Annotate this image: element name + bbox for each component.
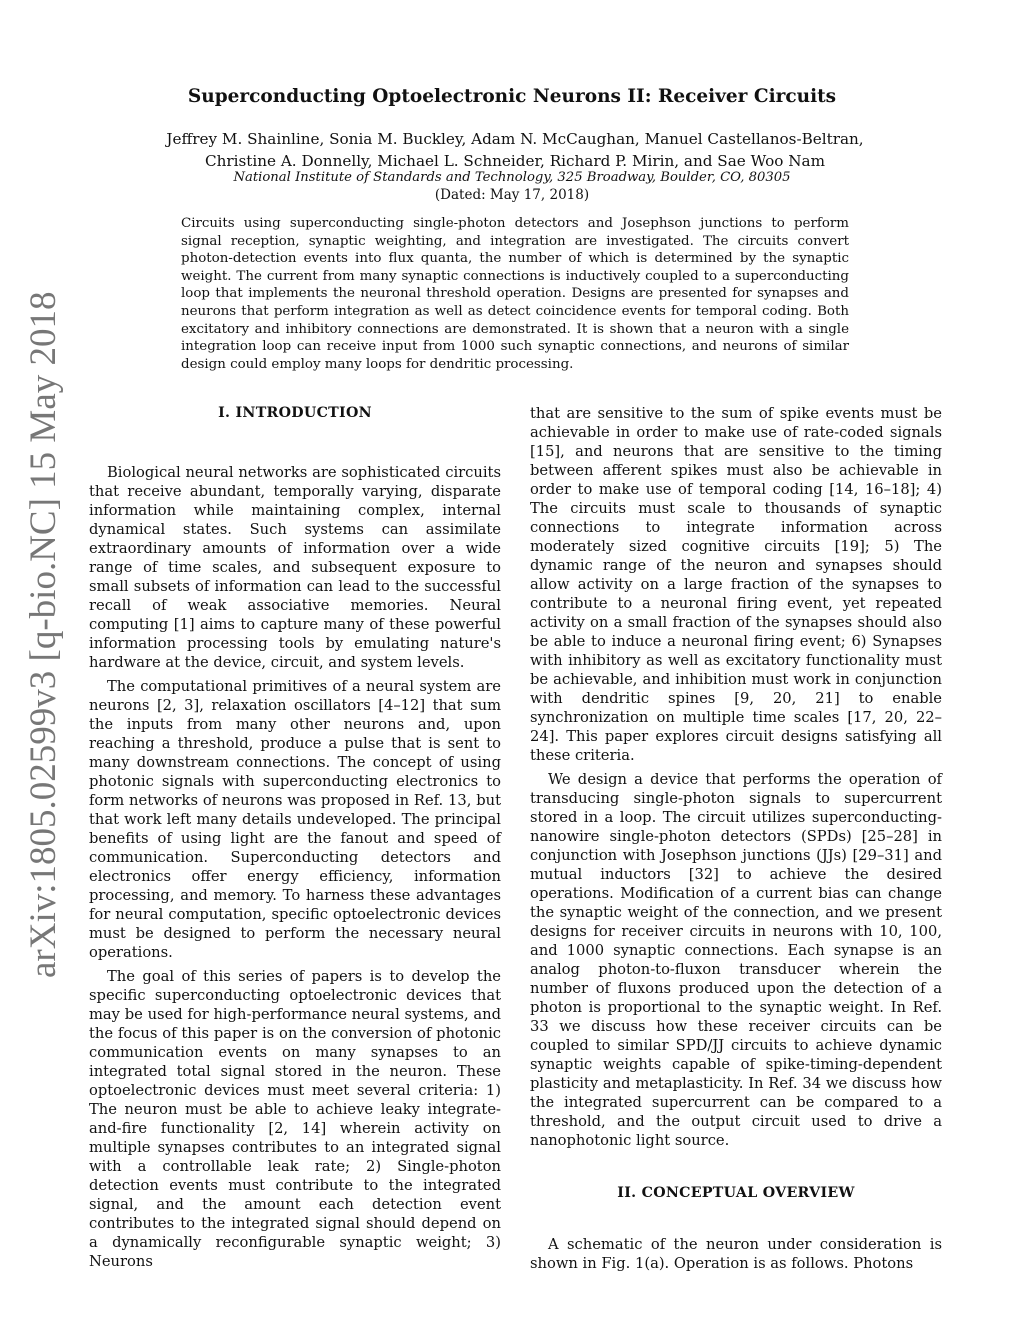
- date-line: (Dated: May 17, 2018): [434, 187, 590, 203]
- paragraph: Biological neural networks are sophisticated circuits that receive abundant, temporally varying, disparate information while maintaining complex, internal dynamical states. Such systems can assimilate extraordinary amounts of information over a wide range of time scales, and subsequent exposure to small subsets of information can lead to the successful recall of weak associative memories. Neural computing [1] aims to capture many of these powerful information processing tools by emulating nature's hardware at the device, circuit, and system levels.: [89, 464, 501, 671]
- paragraph: that are sensitive to the sum of spike events must be achievable in order to make use of rate-coded signals [15], and neurons that are sensitive to the timing between afferent spikes must also be achievable in order to make use of temporal coding [14, 16–18]; 4) The circuits must scale to thousands of synaptic connections to integrate information across moderately sized cognitive circuits [19]; 5) The dynamic range of the neuron and synapses should allow activity on a large fraction of the synapses to contribute to a neuronal firing event, yet repeated activity on a small fraction of the synapses should also be able to induce a neuronal firing event; 6) Synapses with inhibitory as well as excitatory functionality must be achievable, and inhibition must work in conjunction with dendritic spines [9, 20, 21] to enable synchronization on multiple time scales [17, 20, 22–24]. This paper explores circuit designs satisfying all these criteria.: [530, 405, 942, 764]
- section-heading-conceptual-overview: II. CONCEPTUAL OVERVIEW: [617, 1185, 855, 1201]
- paragraph: The goal of this series of papers is to develop the specific superconducting optoelectronic devices that may be used for high-performance neural systems, and the focus of this paper is on the conversion of photonic communication events on many synapses to an integrated total signal stored in the neuron. These optoelectronic devices must meet several criteria: 1) The neuron must be able to achieve leaky integrate-and-fire functionality [2, 14] wherein activity on multiple synapses contributes to an integrated signal with a controllable leak rate; 2) Single-photon detection events must contribute to the integrated signal, and the amount each detection event contributes to the integrated signal should depend on a dynamically reconfigurable synaptic weight; 3) Neurons: [89, 968, 501, 1270]
- arxiv-identifier: arXiv:1805.02599v3 [q-bio.NC] 15 May 2018: [23, 291, 64, 978]
- abstract: Circuits using superconducting single-photon detectors and Josephson junctions to perform signal reception, synaptic weighting, and integration are investigated. The circuits convert photon-detection events into flux quanta, the number of which is determined by the synaptic weight. The current from many synaptic connections is inductively coupled to a superconducting loop that implements the neuronal threshold operation. Designs are presented for synapses and neurons that perform integration as well as detect coincidence events for temporal coding. Both excitatory and inhibitory connections are demonstrated. It is shown that a neuron with a single integration loop can receive input from 1000 such synaptic connections, and neurons of similar design could employ many loops for dendritic processing.: [181, 216, 849, 372]
- authors-line-2: Christine A. Donnelly, Michael L. Schneider, Richard P. Mirin, and Sae Woo Nam: [204, 152, 826, 170]
- left-column: [89, 404, 501, 1276]
- author-list: [140, 128, 890, 172]
- paper-title: Superconducting Optoelectronic Neurons II: Receiver Circuits: [187, 86, 837, 107]
- right-column: [530, 404, 942, 1278]
- paragraph: A schematic of the neuron under consideration is shown in Fig. 1(a). Operation is as follows. Photons: [530, 1236, 942, 1272]
- authors-line-1: Jeffrey M. Shainline, Sonia M. Buckley, Adam N. McCaughan, Manuel Castellanos-Beltran,: [166, 130, 864, 148]
- paragraph: The computational primitives of a neural system are neurons [2, 3], relaxation oscillators [4–12] that sum the inputs from many other neurons and, upon reaching a threshold, produce a pulse that is sent to many downstream connections. The concept of using photonic signals with superconducting electronics to form networks of neurons was proposed in Ref. 13, but that work left many details undeveloped. The principal benefits of using light are the fanout and speed of communication. Superconducting detectors and electronics offer energy efficiency, information processing, and memory. To harness these advantages for neural computation, specific optoelectronic devices must be designed to perform the necessary neural operations.: [89, 678, 501, 961]
- paragraph: We design a device that performs the operation of transducing single-photon signals to supercurrent stored in a loop. The circuit utilizes superconducting-nanowire single-photon detectors (SPDs) [25–28] in conjunction with Josephson junctions (JJs) [29–31] and mutual inductors [32] to achieve the desired operations. Modification of a current bias can change the synaptic weight of the connection, and we present designs for receiver circuits in neurons with 10, 100, and 1000 synaptic connections. Each synapse is an analog photon-to-fluxon transducer wherein the number of fluxons produced upon the detection of a photon is proportional to the synaptic weight. In Ref. 33 we discuss how these receiver circuits can be coupled to similar SPD/JJ circuits to achieve dynamic synaptic weights capable of spike-timing-dependent plasticity and metaplasticity. In Ref. 34 we discuss how the integrated supercurrent can be compared to a threshold, and the output circuit used to drive a nanophotonic light source.: [530, 771, 942, 1149]
- affiliation: National Institute of Standards and Technology, 325 Broadway, Boulder, CO, 80305: [233, 170, 791, 185]
- section-heading-introduction: I. INTRODUCTION: [218, 405, 372, 421]
